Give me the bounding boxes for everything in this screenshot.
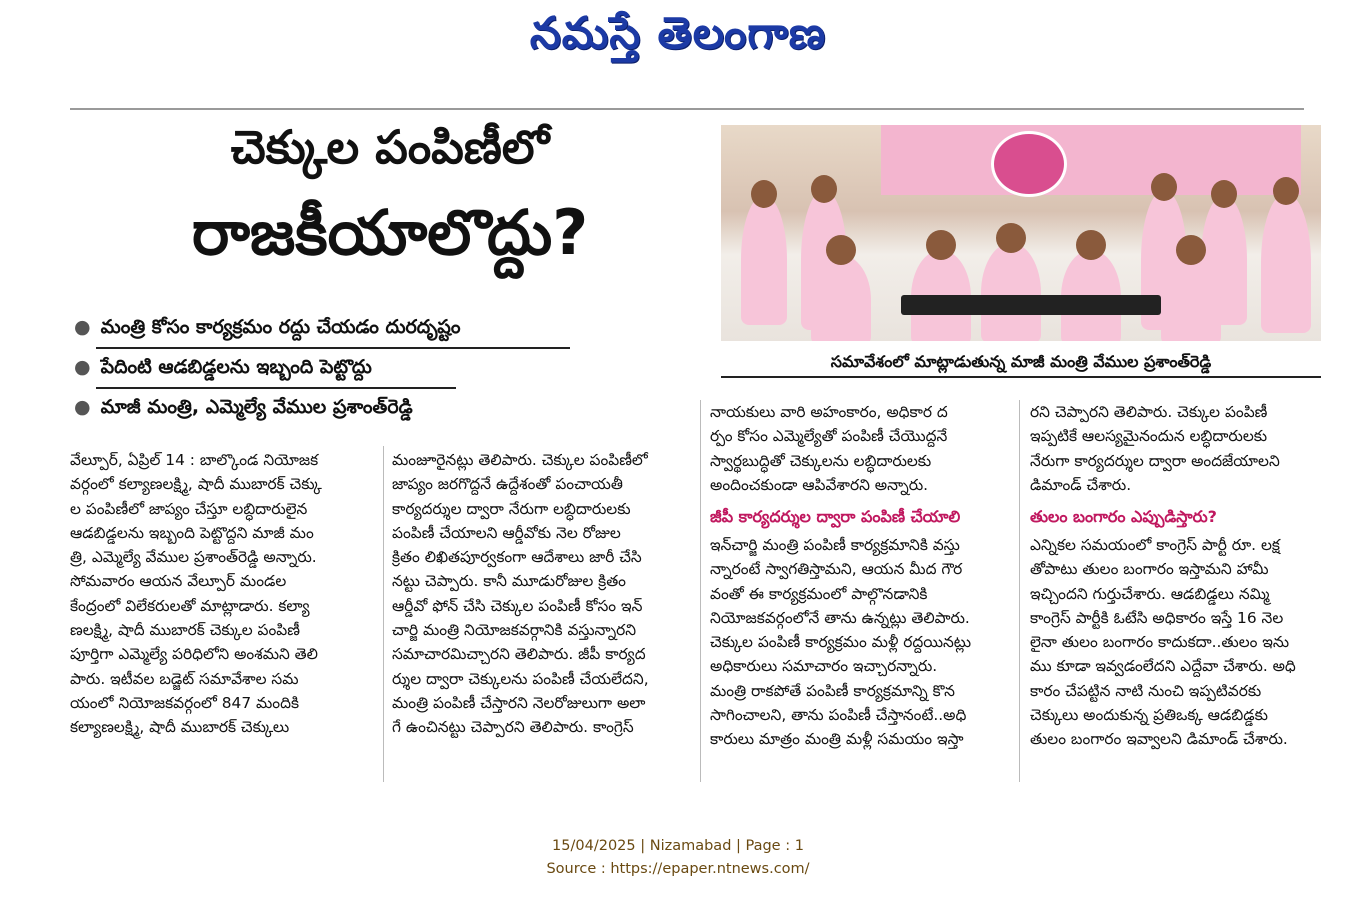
newspaper-masthead: నమస్తే తెలంగాణ [529,8,827,59]
press-meet-photo [721,125,1321,341]
photo-caption: సమావేశంలో మాట్లాడుతున్న మాజీ మంత్రి వేముల ప్రశాంత్‌రెడ్డి [830,352,1212,371]
party-banner [881,125,1301,195]
subhead-bullet-2 [74,356,372,383]
person-head [926,230,956,260]
article-column-2: మంజూరైనట్లు తెలిపారు. చెక్కుల పంపిణీలో జాప్యం జరగొద్దనే ఉద్దేశంతో పంచాయతీ కార్యదర్శుల ద్వారా నేరుగా లబ్ధిదారులకు పంపిణీ చేయాలని ఆర్డీవోకు నెల రోజుల క్రితం లిఖితపూర్వకంగా ఆదేశాలు జారీ చేసి నట్టు చెప్పారు. కానీ మూడురోజుల క్రితం ఆర్డీవో ఫోన్ చేసి చెక్కుల పంపిణీ కోసం ఇన్ చార్జి మంత్రి నియోజకవర్గానికి వస్తున్నారని సమాచారమిచ్చారని తెలిపారు. జీపీ కార్యద ర్శుల ద్వారా చెక్కులను పంపిణీ చేయలేదని, మంత్రి పంపిణీ చేస్తారని నెలరోజులుగా అలా గే ఉంచినట్టు చెప్పారని తెలిపారు. కాంగ్రెస్ [392,451,649,737]
person-head [826,235,856,265]
column-4-subheading: తులం బంగారం ఎప్పుడిస్తారు? [1030,507,1217,526]
article-column-3-top: నాయకులు వారి అహంకారం, అధికార ద ర్పం కోసం ఎమ్మెల్యేతో పంపిణీ చేయొద్దనే స్వార్థబుద్ధితో చెక్కులను లబ్ధిదారులకు అందించకుండా ఆపివేశారని అన్నారు. [710,403,948,494]
subhead-bullet-text: మాజీ మంత్రి, ఎమ్మెల్యే వేముల ప్రశాంత్‌రెడ్డి [100,396,413,418]
person-head [751,180,777,208]
microphones [901,295,1161,315]
footer-date-edition: 15/04/2025 | Nizamabad | Page : 1 [552,838,804,854]
article-column-3-bottom: ఇన్‌చార్జి మంత్రి పంపిణీ కార్యక్రమానికి వస్తు న్నారంటే స్వాగతిస్తామని, ఆయన మీద గౌర వంతో ఈ కార్యక్రమంలో పాల్గొనడానికి నియోజకవర్గంలోనే తాను ఉన్నట్లు తెలిపారు. చెక్కుల పంపిణీ కార్యక్రమం మళ్లీ రద్దయినట్లు అధికారులు సమాచారం ఇచ్చారన్నారు. మంత్రి రాకపోతే పంపిణీ కార్యక్రమాన్ని కొన సాగించాలని, తాను పంపిణీ చేస్తానంటే..అధి కారులు మాత్రం మంత్రి మళ్లీ సమయం ఇస్తా [710,536,972,749]
bullet-dot-icon: ● [74,396,91,418]
article-column-4-top: రని చెప్పారని తెలిపారు. చెక్కుల పంపిణీ ఇప్పటికే ఆలస్యమైనందున లబ్ధిదారులకు నేరుగా కార్యదర్శుల ద్వారా అందజేయాలని డిమాండ్ చేశారు. [1030,403,1280,494]
footer-source-link[interactable]: Source : https://epaper.ntnews.com/ [546,861,810,877]
article-column-1: వేల్పూర్, ఏప్రిల్ 14 : బాల్కొండ నియోజక వర్గంలో కల్యాణలక్ష్మి, షాదీ ముబారక్ చెక్కు ల పంపిణీలో జాప్యం చేస్తూ లబ్ధిదారులైన ఆడబిడ్డలను ఇబ్బంది పెట్టొద్దని మాజీ మం త్రి, ఎమ్మెల్యే వేముల ప్రశాంత్‌రెడ్డి అన్నారు. సోమవారం ఆయన వేల్పూర్ మండల కేంద్రంలో విలేకరులతో మాట్లాడారు. కల్యా ణలక్ష్మి, షాదీ ముబారక్ చెక్కుల పంపిణీ పూర్తిగా ఎమ్మెల్యే పరిధిలోని అంశమని తెలి పారు. ఇటీవల బడ్జెట్ సమావేశాల సమ యంలో నియోజకవర్గంలో 847 మందికి కల్యాణలక్ష్మి, షాదీ ముబారక్ చెక్కులు [70,451,322,737]
headline-line-1: చెక్కుల పంపిణీలో [230,120,550,174]
banner-emblem [991,131,1067,197]
column-separator [383,446,384,782]
person-head [996,223,1026,253]
headline-line-2: రాజకీయాలొద్దు? [191,196,589,269]
caption-underline [721,376,1321,378]
bullet-underline [96,387,456,389]
subhead-bullet-text: పేదింటి ఆడబిడ్డలను ఇబ్బంది పెట్టొద్దు [100,356,372,378]
column-separator [1019,400,1020,782]
masthead-divider [70,108,1304,110]
person-figure [1161,255,1221,341]
article-column-4-bottom: ఎన్నికల సమయంలో కాంగ్రెస్ పార్టీ రూ. లక్ష తోపాటు తులం బంగారం ఇస్తామని హామీ ఇచ్చిందని గుర్తుచేశారు. ఆడబిడ్డలు నమ్మి కాంగ్రెస్ పార్టీకి ఓటేసి అధికారం ఇస్తే 16 నెల లైనా తులం బంగారం కాదుకదా..తులం ఇను ము కూడా ఇవ్వడంలేదని ఎద్దేవా చేశారు. అధి కారం చేపట్టిన నాటి నుంచి ఇప్పటివరకు చెక్కులు అందుకున్న ప్రతిఒక్క ఆడబిడ్డకు తులం బంగారం ఇవ్వాలని డిమాండ్ చేశారు. [1030,536,1296,749]
person-figure [981,243,1041,341]
person-head [1151,173,1177,201]
subhead-bullet-1 [74,316,460,343]
bullet-dot-icon: ● [74,356,91,378]
bullet-dot-icon: ● [74,316,91,338]
person-head [1076,230,1106,260]
person-head [811,175,837,203]
person-figure [811,255,871,341]
person-head [1273,177,1299,205]
person-figure [1261,193,1311,333]
bullet-underline [96,347,570,349]
subhead-bullet-3 [74,396,413,423]
subhead-bullet-text: మంత్రి కోసం కార్యక్రమం రద్దు చేయడం దురదృష్టం [100,316,461,338]
column-separator [700,400,701,782]
column-3-subheading: జీపీ కార్యదర్శుల ద్వారా పంపిణీ చేయాలి [710,507,961,526]
person-figure [741,195,787,325]
person-head [1176,235,1206,265]
person-head [1211,180,1237,208]
